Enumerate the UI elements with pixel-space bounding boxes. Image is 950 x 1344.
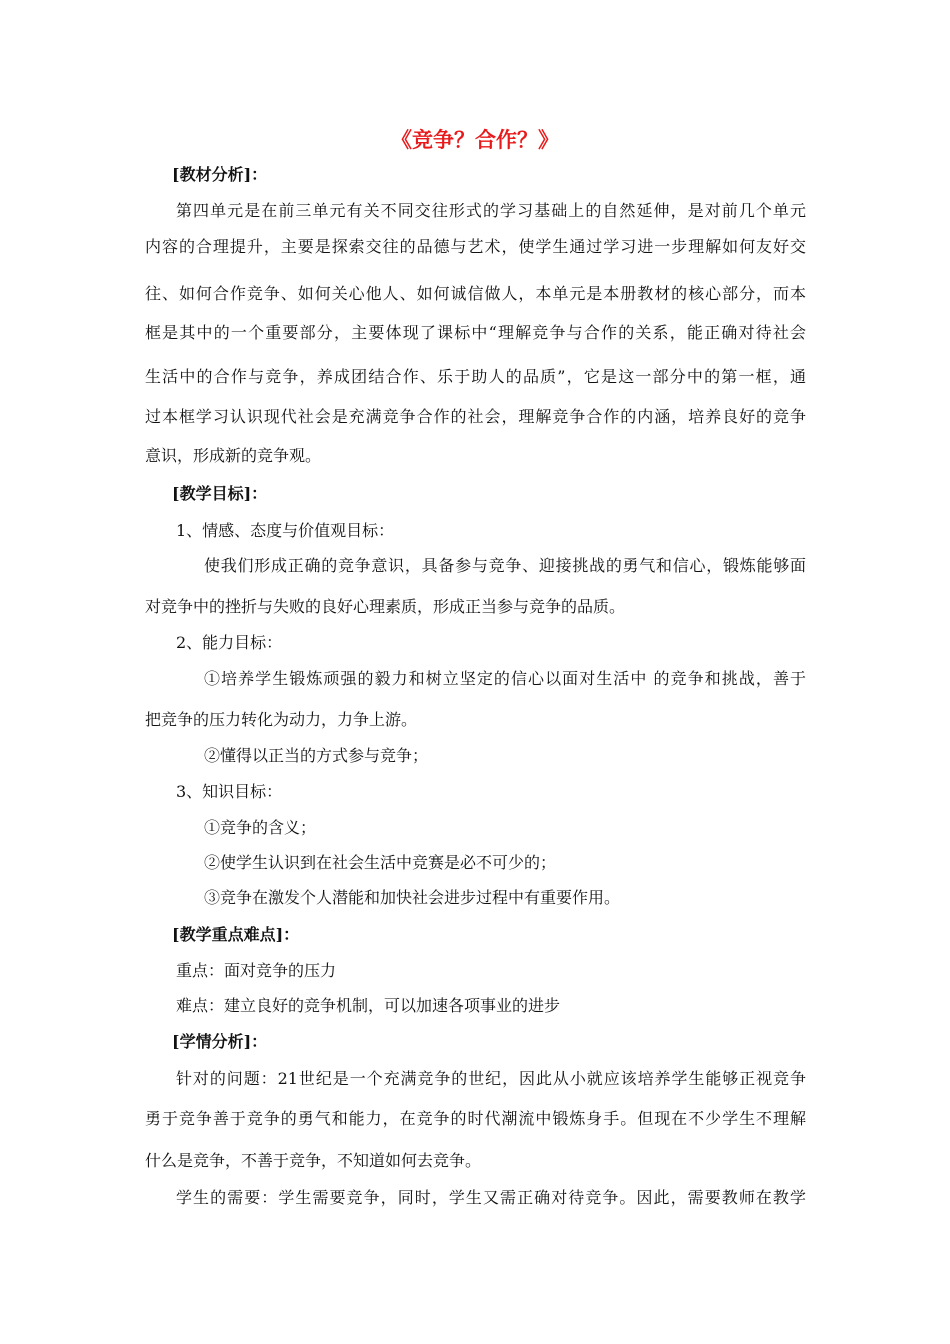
document-title: 《竞争？合作？》 xyxy=(391,127,559,152)
paragraph-line: 意识，形成新的竞争观。 xyxy=(145,446,322,465)
paragraph-line: 把竞争的压力转化为动力，力争上游。 xyxy=(145,710,418,729)
section-heading-analysis: [教材分析]： xyxy=(172,165,268,184)
paragraph-line: 过本框学习认识现代社会是充满竞争合作的社会，理解竞争合作的内涵，培养良好的竞争 xyxy=(145,407,806,426)
paragraph-line: 针对的问题：21世纪是一个充满竞争的世纪，因此从小就应该培养学生能够正视竞争 xyxy=(176,1069,806,1088)
paragraph-line: ①培养学生锻炼顽强的毅力和树立坚定的信心以面对生活中 的竞争和挑战，善于 xyxy=(204,669,806,688)
paragraph-line: ②懂得以正当的方式参与竞争； xyxy=(204,746,429,765)
paragraph-line: ①竞争的含义； xyxy=(204,818,317,837)
paragraph-line: ②使学生认识到在社会生活中竞赛是必不可少的； xyxy=(204,853,557,872)
paragraph-line: 生活中的合作与竞争，养成团结合作、乐于助人的品质”，它是这一部分中的第一框，通 xyxy=(145,367,806,386)
paragraph-line: 对竞争中的挫折与失败的良好心理素质，形成正当参与竞争的品质。 xyxy=(145,597,626,616)
section-heading-keypoints: [教学重点难点]： xyxy=(172,925,300,944)
paragraph-line: 勇于竞争善于竞争的勇气和能力，在竞争的时代潮流中锻炼身手。但现在不少学生不理解 xyxy=(145,1109,806,1128)
paragraph-line: 第四单元是在前三单元有关不同交往形式的学习基础上的自然延伸，是对前几个单元 xyxy=(176,201,806,220)
paragraph-line: 内容的合理提升，主要是探索交往的品德与艺术，使学生通过学习进一步理解如何友好交 xyxy=(145,237,806,256)
paragraph-line: 使我们形成正确的竞争意识，具备参与竞争、迎接挑战的勇气和信心，锻炼能够面 xyxy=(204,556,806,575)
goal-title-emotion: 1、情感、态度与价值观目标： xyxy=(176,521,395,540)
paragraph-line: ③竞争在激发个人潜能和加快社会进步过程中有重要作用。 xyxy=(204,888,621,907)
goal-title-ability: 2、能力目标： xyxy=(176,633,283,652)
difficulty-line: 难点：建立良好的竞争机制，可以加速各项事业的进步 xyxy=(176,996,561,1015)
section-heading-goals: [教学目标]： xyxy=(172,484,268,503)
paragraph-line: 什么是竞争，不善于竞争，不知道如何去竞争。 xyxy=(145,1151,482,1170)
focus-line: 重点：面对竞争的压力 xyxy=(176,961,337,980)
goal-title-knowledge: 3、知识目标： xyxy=(176,782,283,801)
section-heading-learners: [学情分析]： xyxy=(172,1032,268,1051)
paragraph-line: 学生的需要：学生需要竞争，同时，学生又需正确对待竞争。因此，需要教师在教学 xyxy=(176,1188,806,1207)
paragraph-line: 框是其中的一个重要部分，主要体现了课标中“理解竞争与合作的关系，能正确对待社会 xyxy=(145,323,806,342)
paragraph-line: 往、如何合作竞争、如何关心他人、如何诚信做人，本单元是本册教材的核心部分，而本 xyxy=(145,284,806,303)
